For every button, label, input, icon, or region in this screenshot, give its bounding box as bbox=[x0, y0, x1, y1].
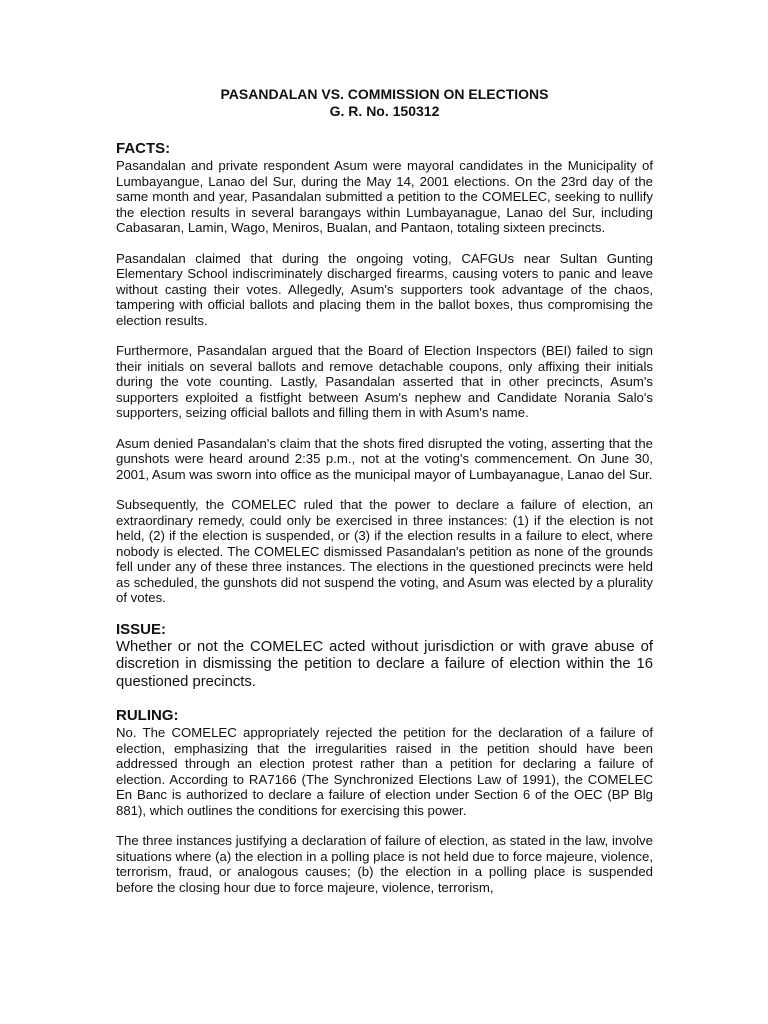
facts-paragraph-2: Pasandalan claimed that during the ongoing voting, CAFGUs near Sultan Gunting Elementary School indiscriminately discharged firearms, causing voters to panic and leave without casting their votes. Allegedly, Asum's supporters took advantage of the chaos, tampering with official ballots and placing them in the ballot boxes, thus compromising the election results. bbox=[116, 250, 653, 328]
ruling-paragraph-1: No. The COMELEC appropriately rejected the petition for the declaration of a failure of election, emphasizing that the irregularities raised in the petition should have been addressed through an election protest rather than a petition for declaring a failure of election. According to RA7166 (The Synchronized Elections Law of 1991), the COMELEC En Banc is authorized to declare a failure of election under Section 6 of the OEC (BP Blg 881), which outlines the conditions for exercising this power. bbox=[116, 725, 653, 818]
facts-paragraph-1: Pasandalan and private respondent Asum were mayoral candidates in the Municipality of Lumbayangue, Lanao del Sur, during the May 14, 2001 elections. On the 23rd day of the same month and year, Pasandalan submitted a petition to the COMELEC, seeking to nullify the election results in several barangays within Lumbayanague, Lanao del Sur, including Cabasaran, Lamin, Wago, Meniros, Bualan, and Pantaon, totaling sixteen precincts. bbox=[116, 158, 653, 235]
case-number: G. R. No. 150312 bbox=[329, 103, 440, 119]
facts-paragraph-4: Asum denied Pasandalan's claim that the shots fired disrupted the voting, asserting that the gunshots were heard around 2:35 p.m., not at the voting's commencement. On June 30, 2001, Asum was sworn into office as the municipal mayor of Lumbayanague, Lanao del Sur. bbox=[116, 435, 653, 482]
issue-heading: ISSUE: bbox=[116, 620, 167, 638]
document-page bbox=[116, 86, 653, 895]
ruling-paragraph-2: The three instances justifying a declaration of failure of election, as stated in the law, involve situations where (a) the election in a polling place is not held due to force majeure, violence, terrorism, fraud, or analogous causes; (b) the election in a polling place is suspended before the closing hour due to force majeure, violence, terrorism, bbox=[116, 833, 653, 895]
facts-heading: FACTS: bbox=[116, 140, 171, 157]
issue-text: Whether or not the COMELEC acted without jurisdiction or with grave abuse of discretion in dismissing the petition to declare a failure of election within the 16 questioned precincts. bbox=[116, 638, 653, 690]
ruling-heading: RULING: bbox=[116, 707, 179, 724]
document-title: PASANDALAN VS. COMMISSION ON ELECTIONS bbox=[220, 86, 549, 102]
facts-paragraph-5: Subsequently, the COMELEC ruled that the power to declare a failure of election, an extraordinary remedy, could only be exercised in three instances: (1) if the election is not held, (2) if the election is suspended, or (3) if the election results in a failure to elect, where nobody is elected. The COMELEC dismissed Pasandalan's petition as none of the grounds fell under any of these three instances. The elections in the questioned precincts were held as scheduled, the gunshots did not suspend the voting, and Asum was elected by a plurality of votes. bbox=[116, 497, 653, 605]
title-block bbox=[116, 86, 653, 120]
facts-paragraph-3: Furthermore, Pasandalan argued that the Board of Election Inspectors (BEI) failed to sign their initials on several ballots and remove detachable coupons, only affixing their initials during the vote counting. Lastly, Pasandalan asserted that in other precincts, Asum's supporters exploited a fistfight between Asum's nephew and Candidate Norania Salo's supporters, seizing official ballots and filling them in with Asum's name. bbox=[116, 343, 653, 420]
